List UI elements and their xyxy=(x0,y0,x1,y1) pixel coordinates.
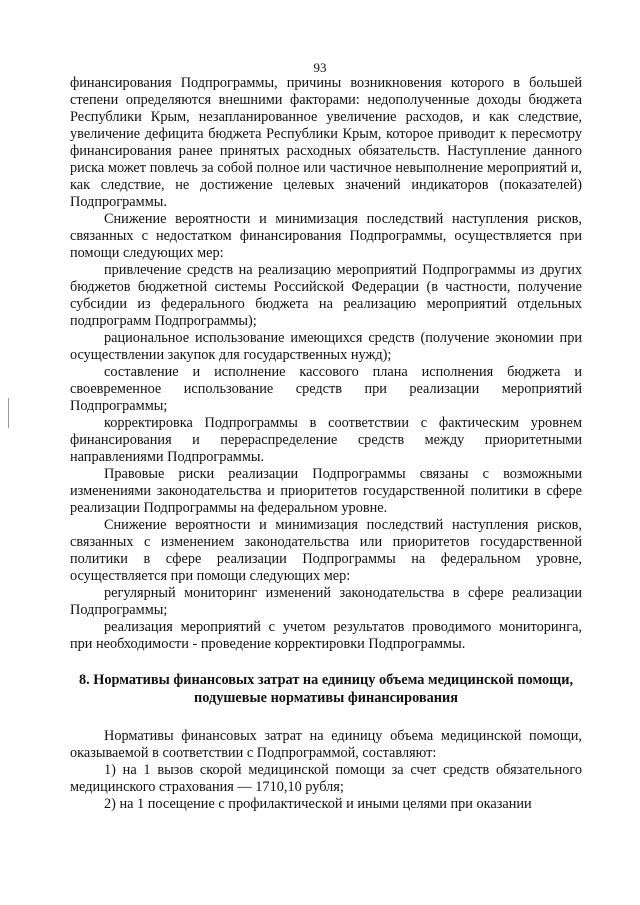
paragraph-8: Снижение вероятности и минимизация последствий наступления рисков, связанных с изменением законодательства или приоритетов государственной политики в сфере реализации Подпрограммы на федеральном уровне, осуществляется при помощи следующих мер: xyxy=(70,517,582,584)
section-heading: 8. Нормативы финансовых затрат на единицу объема медицинской помощи, подушевые нормативы финансирования xyxy=(78,672,574,706)
paragraph-9: регулярный мониторинг изменений законодательства в сфере реализации Подпрограммы; xyxy=(70,585,582,618)
document-body xyxy=(70,75,582,813)
page-number: 93 xyxy=(313,60,327,75)
scan-margin-mark xyxy=(8,398,9,428)
paragraph-7: Правовые риски реализации Подпрограммы связаны с возможными изменениями законодательства и приоритетов государственной политики в сфере реализации Подпрограммы на федеральном уровне. xyxy=(70,466,582,516)
paragraph-1: финансирования Подпрограммы, причины возникновения которого в большей степени определяются внешними факторами: недополученные доходы бюджета Республики Крым, незапланированное увеличение расходов, и как следствие, увеличение дефицита бюджета Республики Крым, которое приводит к пересмотру финансирования ранее принятых расходных обязательств. Наступление данного риска может повлечь за собой полное или частичное невыполнение мероприятий и, как следствие, не достижение целевых значений индикаторов (показателей) Подпрограммы. xyxy=(70,75,582,210)
section-paragraph-3: 2) на 1 посещение с профилактической и иными целями при оказании xyxy=(104,796,532,812)
paragraph-4: рациональное использование имеющихся средств (получение экономии при осуществлении закупок для государственных нужд); xyxy=(70,330,582,363)
paragraph-3: привлечение средств на реализацию мероприятий Подпрограммы из других бюджетов бюджетной системы Российской Федерации (в частности, получение субсидии из федерального бюджета на реализацию мероприятий отдельных подпрограмм Подпрограммы); xyxy=(70,262,582,329)
section-paragraph-1: Нормативы финансовых затрат на единицу объема медицинской помощи, оказываемой в соответствии с Подпрограммой, составляют: xyxy=(70,728,582,761)
paragraph-6: корректировка Подпрограммы в соответствии с фактическим уровнем финансирования и перераспределение средств между приоритетными направлениями Подпрограммы. xyxy=(70,415,582,465)
section-paragraph-2: 1) на 1 вызов скорой медицинской помощи за счет средств обязательного медицинского страхования — 1710,10 рубля; xyxy=(70,762,582,795)
paragraph-5: составление и исполнение кассового плана исполнения бюджета и своевременное использование средств при реализации мероприятий Подпрограммы; xyxy=(70,364,582,414)
paragraph-10: реализация мероприятий с учетом результатов проводимого мониторинга, при необходимости - проведение корректировки Подпрограммы. xyxy=(70,619,582,652)
paragraph-2: Снижение вероятности и минимизация последствий наступления рисков, связанных с недостатком финансирования Подпрограммы, осуществляется при помощи следующих мер: xyxy=(70,211,582,261)
